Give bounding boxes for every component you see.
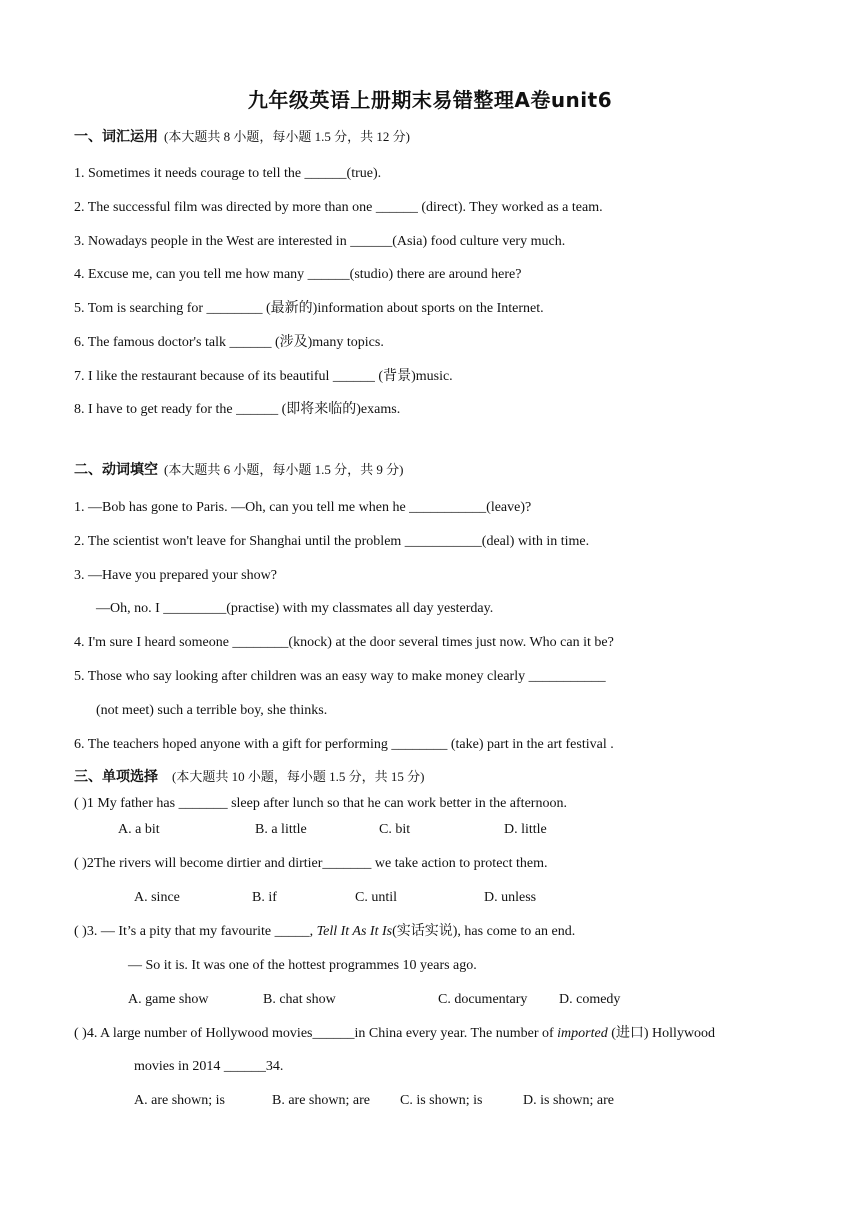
question-line: 4. I'm sure I heard someone ________(knock) at the door several times just now. Who can it be? <box>74 635 614 650</box>
question-line: 7. I like the restaurant because of its beautiful ______ (背景)music. <box>74 369 453 384</box>
question-line: — So it is. It was one of the hottest programmes 10 years ago. <box>128 958 477 973</box>
question-line: 6. The famous doctor's talk ______ (涉及)many topics. <box>74 335 384 350</box>
question-line: 5. Tom is searching for ________ (最新的)information about sports on the Internet. <box>74 301 544 316</box>
option-b: B. are shown; are <box>272 1093 370 1108</box>
question-line: 5. Those who say looking after children was an easy way to make money clearly ___________ <box>74 669 606 684</box>
option-c: C. until <box>355 890 398 905</box>
question-stem <box>74 923 575 941</box>
question-line: 8. I have to get ready for the ______ (即将来临的)exams. <box>74 402 401 417</box>
question-line: 6. The teachers hoped anyone with a gift for performing ________ (take) part in the art festival . <box>74 737 614 752</box>
question-line: (not meet) such a terrible boy, she thinks. <box>96 703 328 718</box>
question-line: 1. —Bob has gone to Paris. —Oh, can you tell me when he ___________(leave)? <box>74 500 532 515</box>
option-a: A. since <box>134 890 180 905</box>
question-line: —Oh, no. I _________(practise) with my classmates all day yesterday. <box>96 601 494 616</box>
option-d: D. comedy <box>559 992 621 1007</box>
question-line: 2. The successful film was directed by more than one ______ (direct). They worked as a team. <box>74 200 603 215</box>
stem-text: (实话实说), has come to an end. <box>392 924 576 939</box>
option-c: C. is shown; is <box>400 1093 483 1108</box>
option-d: D. little <box>504 822 547 837</box>
question-stem <box>74 1025 715 1043</box>
section-3-heading <box>74 768 424 787</box>
page-title: 九年级英语上册期末易错整理A卷unit6 <box>247 88 613 112</box>
section-1-title: 一、词汇运用 <box>74 129 158 145</box>
section-2-heading <box>74 461 403 480</box>
stem-text: ( )4. A large number of Hollywood movies______in China every year. The number of <box>74 1026 558 1041</box>
option-c: C. documentary <box>438 992 528 1007</box>
option-d: D. is shown; are <box>523 1093 614 1108</box>
question-stem: ( )1 My father has _______ sleep after lunch so that he can work better in the afternoon. <box>74 796 567 811</box>
section-2-title: 二、动词填空 <box>74 462 158 478</box>
option-b: B. chat show <box>263 992 336 1007</box>
stem-text: (进口) Hollywood <box>607 1026 716 1041</box>
question-stem: ( )2The rivers will become dirtier and dirtier_______ we take action to protect them. <box>74 856 548 871</box>
option-b: B. if <box>252 890 277 905</box>
question-line: 3. —Have you prepared your show? <box>74 568 277 583</box>
section-1-heading <box>74 128 410 147</box>
stem-text: ( )3. — It’s a pity that my favourite _____, <box>74 924 317 939</box>
stem-italic: Tell It As It Is <box>316 924 393 939</box>
section-3-title: 三、单项选择 <box>74 769 158 785</box>
option-c: C. bit <box>379 822 411 837</box>
section-3-note: (本大题共 10 小题，每小题 1.5 分，共 15 分) <box>172 769 425 784</box>
section-2-note: (本大题共 6 小题，每小题 1.5 分，共 9 分) <box>164 462 404 477</box>
option-a: A. are shown; is <box>134 1093 225 1108</box>
section-1-note: (本大题共 8 小题，每小题 1.5 分，共 12 分) <box>164 129 410 144</box>
question-line: movies in 2014 ______34. <box>134 1059 284 1074</box>
option-d: D. unless <box>484 890 537 905</box>
option-b: B. a little <box>255 822 307 837</box>
question-line: 1. Sometimes it needs courage to tell the ______(true). <box>74 166 382 181</box>
option-a: A. game show <box>128 992 209 1007</box>
option-a: A. a bit <box>118 822 160 837</box>
stem-italic: imported <box>557 1026 608 1041</box>
question-line: 3. Nowadays people in the West are interested in ______(Asia) food culture very much. <box>74 234 566 249</box>
question-line: 2. The scientist won't leave for Shanghai until the problem ___________(deal) with in time. <box>74 534 590 549</box>
question-line: 4. Excuse me, can you tell me how many ______(studio) there are around here? <box>74 267 522 282</box>
